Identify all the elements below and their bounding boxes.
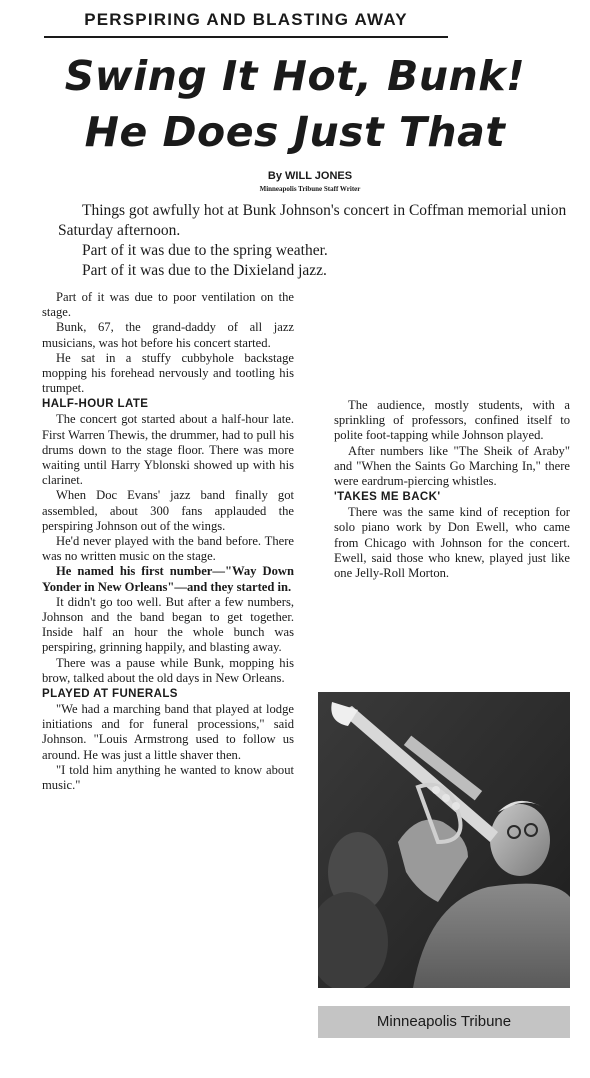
lede-paragraph: Things got awfully hot at Bunk Johnson's concert in Coffman memorial union Saturday afternoon. <box>58 202 567 239</box>
body-paragraph: The audience, mostly students, with a sprinkling of professors, confined itself to polite foot-tapping while Johnson played. <box>334 398 570 443</box>
body-paragraph: He sat in a stuffy cubbyhole backstage mopping his forehead nervously and tootling his trumpet. <box>42 350 294 396</box>
byline-credit: Minneapolis Tribune Staff Writer <box>259 185 361 193</box>
body-paragraph: When Doc Evans' jazz band finally got assembled, about 300 fans applauded the perspiring Johnson out of the wings. <box>42 488 294 533</box>
subheading: 'TAKES ME BACK' <box>334 491 441 504</box>
lede-paragraph: Part of it was due to the Dixieland jazz. <box>82 262 327 279</box>
body-paragraph: Part of it was due to poor ventilation on the stage. <box>42 290 294 320</box>
headline <box>0 48 590 160</box>
body-paragraph: "I told him anything he wanted to know about music." <box>42 762 294 793</box>
subheading: PLAYED AT FUNERALS <box>42 688 178 701</box>
photo-caption: Minneapolis Tribune <box>318 1006 570 1038</box>
body-paragraph: It didn't go too well. But after a few numbers, Johnson and the band began to get together. Inside half an hour the whole bunch was perspiring, grinning happily, and blasting away. <box>42 594 294 655</box>
body-paragraph: The concert got started about a half-hour late. First Warren Thewis, the drummer, had to pull his drums down to the stage floor. There was more waiting until Harry Yblonski showed up with his clarinet. <box>42 412 294 488</box>
lede-paragraph: Part of it was due to the spring weather. <box>82 242 328 259</box>
byline: By WILL JONES <box>267 170 353 182</box>
body-paragraph: He named his first number—"Way Down Yonder in New Orleans"—and they started in. <box>42 564 294 594</box>
headline-line-2: He Does Just That <box>84 108 506 156</box>
body-paragraph: He'd never played with the band before. There was no written music on the stage. <box>42 534 294 564</box>
kicker-headline: PERSPIRING AND BLASTING AWAY <box>44 6 448 38</box>
headline-line-1: Swing It Hot, Bunk! <box>64 52 526 100</box>
body-paragraph: "We had a marching band that played at lodge initiations and for funeral processions," said Johnson. "Louis Armstrong used to follow us around. He was just a little shaver then. <box>42 702 294 762</box>
photo-illustration <box>318 692 570 988</box>
body-paragraph: There was a pause while Bunk, mopping his brow, talked about the old days in New Orleans. <box>42 655 294 685</box>
body-paragraph: After numbers like "The Sheik of Araby" and "When the Saints Go Marching In," there were eardrum-piercing whistles. <box>334 443 570 489</box>
lede <box>58 201 576 281</box>
subheading: HALF-HOUR LATE <box>42 398 149 411</box>
body-paragraph: Bunk, 67, the grand-daddy of all jazz musicians, was hot before his concert started. <box>42 320 294 350</box>
body-paragraph: There was the same kind of reception for solo piano work by Don Ewell, who came from Chicago with Johnson for the concert. Ewell, said those who knew, played just like one Jelly-Roll Morton. <box>334 505 570 581</box>
photo-bunk-johnson-trumpet <box>318 692 570 988</box>
article-column-right <box>334 398 570 581</box>
article-column-left <box>42 290 294 793</box>
